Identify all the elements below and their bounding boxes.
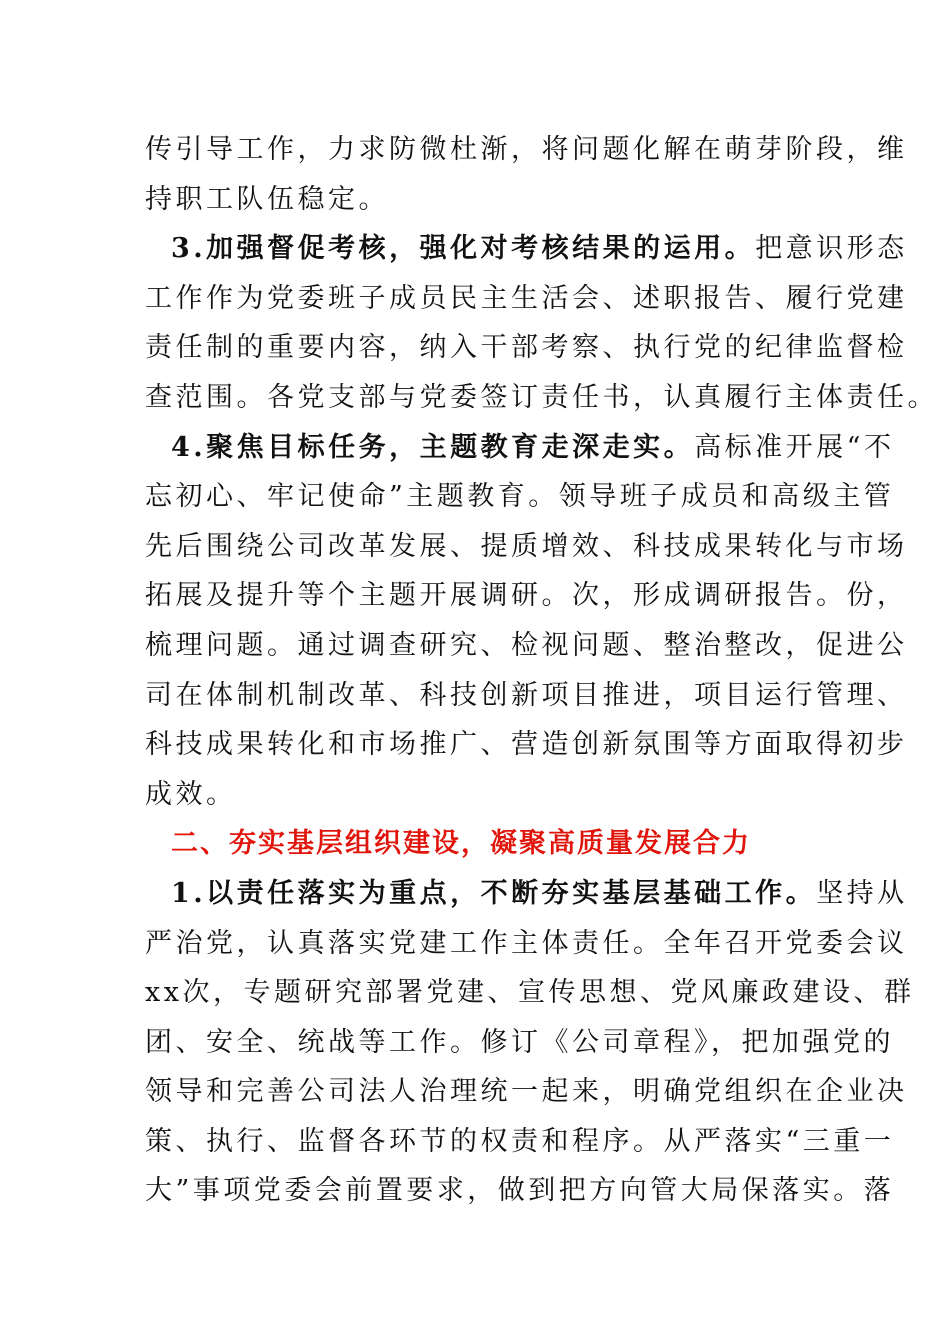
text-line: 先后围绕公司改革发展、提质增效、科技成果转化与市场 — [145, 530, 908, 562]
paragraph-lead: 4.聚焦目标任务，主题教育走深走实。 — [171, 431, 695, 463]
text-line: 传引导工作，力求防微杜渐，将问题化解在萌芽阶段，维 — [145, 134, 908, 165]
paragraph — [145, 869, 915, 1216]
text-line: 团、安全、统战等工作。修订《公司章程》，把加强党的 — [145, 1026, 894, 1058]
text-run: 坚持从 — [816, 877, 908, 909]
text-line: 持职工队伍稳定。 — [145, 183, 389, 215]
text-line: 拓展及提升等个主题开展调研。次，形成调研报告。份， — [145, 580, 908, 612]
text-line: 梳理问题。通过调查研究、检视问题、整治整改，促进公 — [145, 629, 908, 661]
text-line: 科技成果转化和市场推广、营造创新氛围等方面取得初步 — [145, 729, 908, 761]
paragraph-lead: 3.加强督促考核，强化对考核结果的运用。 — [171, 233, 756, 265]
text-line: 责任制的重要内容，纳入干部考察、执行党的纪律监督检 — [145, 332, 908, 364]
paragraph — [145, 224, 938, 422]
text-run: 把意识形态 — [755, 233, 908, 265]
text-line: 严治党，认真落实党建工作主体责任。全年召开党委会议 — [145, 927, 908, 959]
text-line: 工作作为党委班子成员民主生活会、述职报告、履行党建 — [145, 282, 908, 314]
text-line — [145, 224, 908, 274]
text-line: 领导和完善公司法人治理统一起来，明确党组织在企业决 — [145, 1076, 908, 1108]
text-line — [145, 869, 908, 919]
text-line: 查范围。各党支部与党委签订责任书，认真履行主体责任。 — [145, 381, 938, 413]
text-line: 成效。 — [145, 778, 237, 810]
text-line: 忘初心、牢记使命”主题教育。领导班子成员和高级主管 — [145, 481, 895, 513]
text-line: 大”事项党委会前置要求，做到把方向管大局保落实。落 — [145, 1175, 895, 1207]
paragraph — [145, 423, 908, 820]
text-run: 高标准开展“不 — [694, 431, 895, 463]
text-line: 司在体制机制改革、科技创新项目推进，项目运行管理、 — [145, 679, 908, 711]
paragraph — [145, 125, 908, 224]
text-line: 策、执行、监督各环节的权责和程序。从严落实“三重一 — [145, 1125, 895, 1157]
section-heading: 二、夯实基层组织建设，凝聚高质量发展合力 — [171, 828, 751, 860]
text-line: xx次，专题研究部署党建、宣传思想、党风廉政建设、群 — [145, 977, 915, 1009]
text-line — [145, 423, 895, 473]
paragraph-lead: 1.以责任落实为重点，不断夯实基层基础工作。 — [171, 877, 817, 909]
